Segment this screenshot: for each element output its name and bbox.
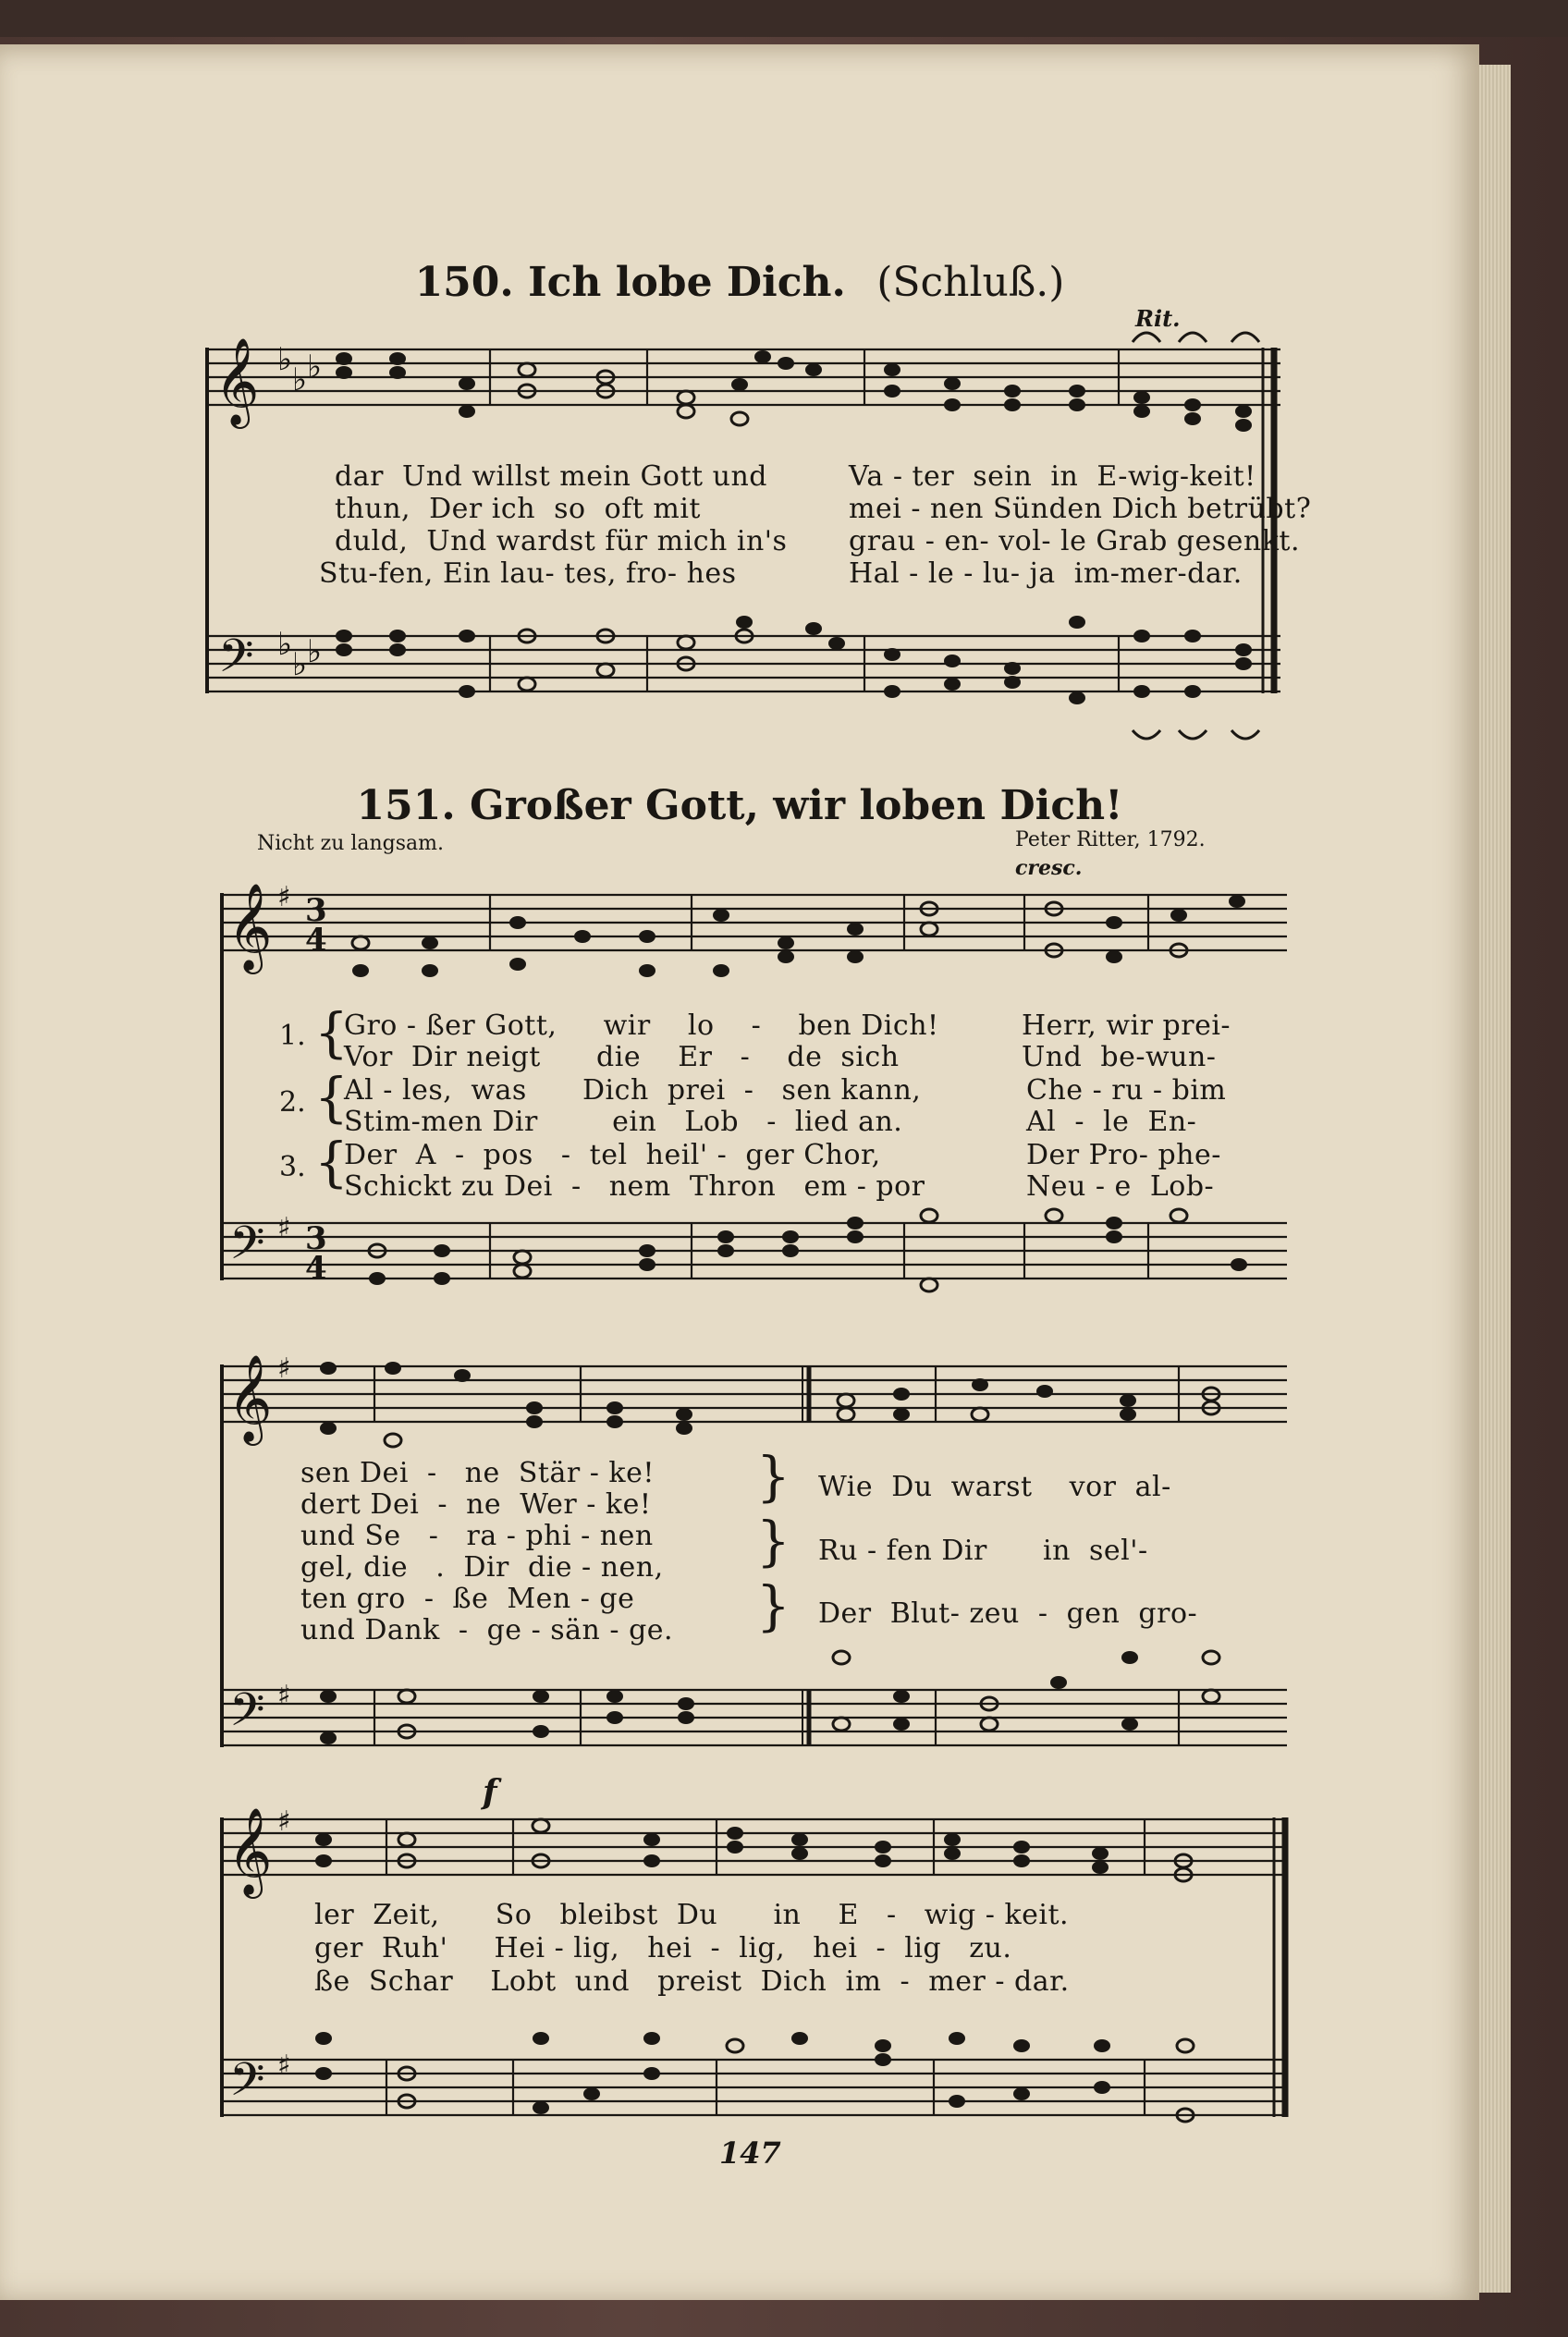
bass-clef-icon: 𝄢 — [229, 1683, 265, 1748]
hymnal-page — [0, 44, 1479, 2300]
ritardando-mark: Rit. — [1135, 305, 1181, 332]
lyric-line: sen Dei - ne Stär - ke! — [300, 1457, 655, 1489]
page-number: 147 — [719, 2135, 781, 2171]
hymn-150-number: 150. — [414, 259, 514, 306]
time-sig-top: 3 — [305, 892, 327, 929]
verse-number: 1. — [279, 1020, 306, 1052]
lyric-line: und Se - ra - phi - nen — [300, 1520, 654, 1552]
lyric-line: Ru - fen Dir in sel'- — [818, 1535, 1148, 1567]
hymn-150-title: Ich lobe Dich. — [528, 259, 846, 306]
lyric-line: Gro - ßer Gott, wir lo - ben Dich! — [344, 1009, 939, 1042]
brace-icon: { — [314, 1001, 349, 1064]
lyric-line: ler Zeit, So bleibst Du in E - wig - keit. — [314, 1899, 1070, 1931]
flat-icon: ♭ — [307, 633, 323, 670]
page-edges — [1479, 65, 1511, 2293]
lyric-line: Vor Dir neigt die Er - de sich — [344, 1041, 900, 1073]
lyric-line: Und be-wun- — [1022, 1041, 1217, 1073]
lyric-line: dar Und willst mein Gott und — [335, 460, 767, 493]
brace-icon: { — [756, 1445, 790, 1508]
time-sig-bottom: 4 — [305, 1250, 327, 1287]
forte-mark: f — [483, 1773, 497, 1812]
staff-lines — [205, 348, 1287, 2117]
treble-clef-icon: 𝄞 — [214, 337, 260, 425]
sharp-icon: ♯ — [277, 1805, 291, 1838]
bass-clef-icon: 𝄢 — [218, 630, 254, 694]
lyric-line: Der A - pos - tel heil' - ger Chor, — [344, 1139, 881, 1171]
lyric-line: thun, Der ich so oft mit — [335, 493, 701, 525]
hymn-151-number: 151. — [356, 782, 456, 829]
time-sig-top: 3 — [305, 1220, 327, 1257]
bass-clef-icon: 𝄢 — [229, 1217, 265, 1281]
lyric-line: Wie Du warst vor al- — [818, 1471, 1171, 1503]
treble-clef-icon: 𝄞 — [227, 1354, 273, 1442]
lyric-line: grau - en- vol- le Grab gesenkt. — [849, 525, 1301, 557]
flat-icon: ♭ — [292, 646, 308, 683]
lyric-line: Schickt zu Dei - nem Thron em - por — [344, 1170, 925, 1203]
sharp-icon: ♯ — [277, 2049, 291, 2082]
flat-icon: ♭ — [277, 626, 293, 663]
lyric-line: Stim-men Dir ein Lob - lied an. — [344, 1106, 903, 1138]
lyric-line: Hal - le - lu- ja im-mer-dar. — [849, 557, 1243, 590]
lyric-line: Al - le En- — [1026, 1106, 1197, 1138]
lyric-line: Der Pro- phe- — [1026, 1139, 1221, 1171]
lyric-line: ger Ruh' Hei - lig, hei - lig, hei - lig zu. — [314, 1932, 1012, 1964]
lyric-line: Va - ter sein in E-wig-keit! — [849, 460, 1256, 493]
hymn-151-heading — [0, 782, 1479, 829]
lyric-line: Herr, wir prei- — [1022, 1009, 1231, 1042]
sharp-icon: ♯ — [277, 881, 291, 913]
bass-clef-icon: 𝄢 — [229, 2053, 265, 2118]
brace-icon: { — [756, 1510, 790, 1572]
brace-icon: { — [314, 1131, 349, 1193]
verse-number: 3. — [279, 1151, 306, 1183]
hymn-151-title: Großer Gott, wir loben Dich! — [470, 782, 1123, 829]
hymn-151-system2-bass — [220, 1690, 1287, 1745]
crescendo-mark: cresc. — [1015, 856, 1083, 880]
lyric-line: ten gro - ße Men - ge — [300, 1583, 635, 1615]
sharp-icon: ♯ — [277, 1680, 291, 1712]
brace-icon: { — [756, 1574, 790, 1637]
lyric-line: duld, Und wardst für mich in's — [335, 525, 788, 557]
hymn-151-system3-treble — [220, 1819, 1287, 1875]
verse-number: 2. — [279, 1086, 306, 1119]
sharp-icon: ♯ — [277, 1212, 291, 1244]
tempo-marking: Nicht zu langsam. — [257, 832, 445, 855]
lyric-line: Che - ru - bim — [1026, 1074, 1227, 1107]
lyric-line: Der Blut- zeu - gen gro- — [818, 1597, 1198, 1630]
lyric-line: Al - les, was Dich prei - sen kann, — [344, 1074, 922, 1107]
flat-icon: ♭ — [277, 341, 293, 378]
lyric-line: mei - nen Sünden Dich betrübt? — [849, 493, 1312, 525]
brace-icon: { — [314, 1066, 349, 1129]
hymn-151-system1-treble — [220, 895, 1287, 950]
lyric-line: Neu - e Lob- — [1026, 1170, 1215, 1203]
treble-clef-icon: 𝄞 — [227, 1807, 273, 1895]
treble-clef-icon: 𝄞 — [227, 883, 273, 971]
hymn-150-suffix: (Schluß.) — [876, 259, 1065, 306]
time-sig-bottom: 4 — [305, 922, 327, 959]
composer-credit: Peter Ritter, 1792. — [1015, 828, 1206, 851]
hymn-151-system1-bass — [220, 1223, 1287, 1279]
lyric-line: und Dank - ge - sän - ge. — [300, 1614, 674, 1646]
flat-icon: ♭ — [307, 349, 323, 385]
lyric-line: ße Schar Lobt und preist Dich im - mer - dar. — [314, 1965, 1070, 1998]
flat-icon: ♭ — [292, 361, 308, 398]
lyric-line: gel, die . Dir die - nen, — [300, 1551, 664, 1584]
hymn-151-system3-bass — [220, 2060, 1287, 2115]
lyric-line: dert Dei - ne Wer - ke! — [300, 1488, 652, 1521]
lyric-line: Stu-fen, Ein lau- tes, fro- hes — [319, 557, 737, 590]
sharp-icon: ♯ — [277, 1352, 291, 1385]
